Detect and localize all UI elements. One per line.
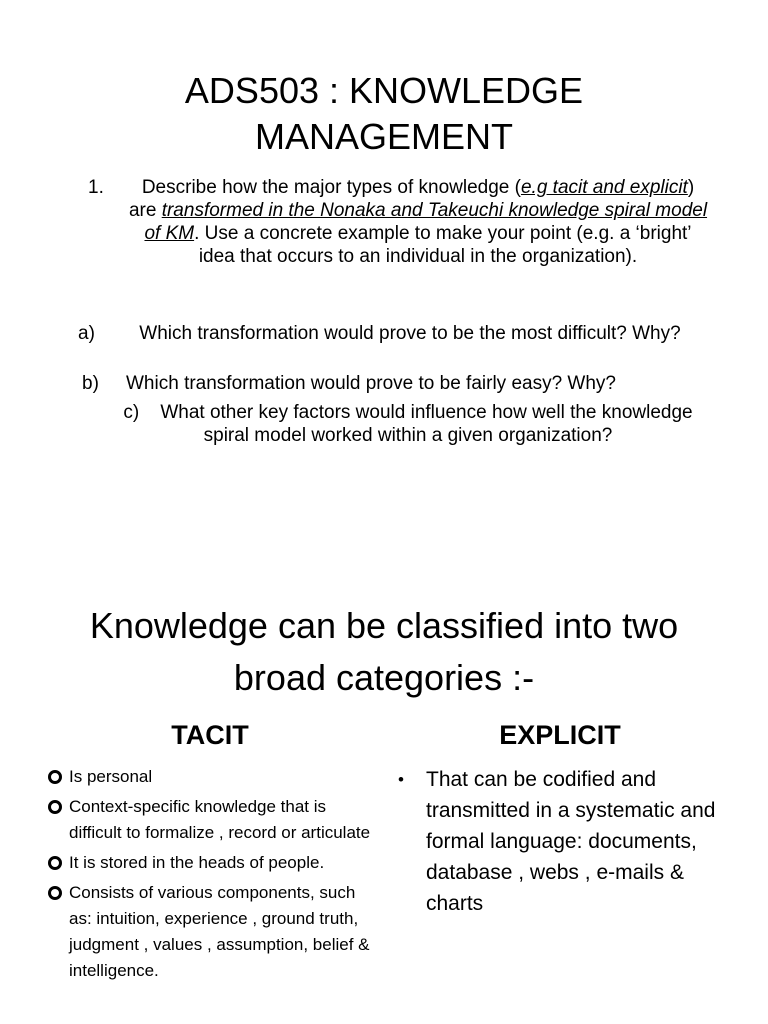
- sub-question-c: [108, 401, 708, 447]
- sub-question-b: [82, 372, 702, 395]
- tacit-list: [46, 764, 376, 988]
- list-item: [46, 880, 376, 984]
- list-item-text: Is personal: [69, 767, 153, 786]
- sub-question-a-label: a): [78, 323, 95, 344]
- section-heading-line-2: broad categories :-: [233, 657, 535, 698]
- list-item-text: Context-specific knowledge that is difficult to formalize , record or articulate: [69, 797, 371, 842]
- q1-text-e: . Use a concrete example to make your point (e.g. a ‘bright’ idea that occurs to an individual in the organization).: [194, 223, 692, 267]
- circle-bullet-icon: [48, 856, 62, 870]
- circle-bullet-icon: [48, 886, 62, 900]
- title-line-2: MANAGEMENT: [254, 116, 513, 157]
- list-item: [46, 764, 376, 790]
- q1-text-a: Describe how the major types of knowledge (: [141, 177, 521, 198]
- question-1-text: [128, 176, 708, 268]
- circle-bullet-icon: [48, 770, 62, 784]
- list-item: [46, 850, 376, 876]
- list-item: [46, 794, 376, 846]
- list-item-text: That can be codified and transmitted in a systematic and formal language: documents, database , webs , e-mails & charts: [426, 768, 716, 915]
- circle-bullet-icon: [48, 800, 62, 814]
- explicit-heading: EXPLICIT: [499, 720, 621, 750]
- sub-question-b-text: Which transformation would prove to be fairly easy? Why?: [126, 373, 616, 394]
- sub-question-a: [78, 322, 698, 345]
- q1-text-b: e.g tacit and explicit: [520, 177, 688, 198]
- sub-question-c-label: c): [123, 402, 140, 423]
- q1-text-c: ) are: [128, 177, 695, 221]
- sub-question-b-label: b): [82, 373, 99, 394]
- section-heading-line-1: Knowledge can be classified into two: [89, 605, 679, 646]
- list-item-text: Consists of various components, such as: intuition, experience , ground truth, judgment , values , assumption, belief & intelligence.: [69, 883, 370, 980]
- sub-question-a-text: Which transformation would prove to be the most difficult? Why?: [139, 323, 681, 344]
- sub-question-c-text: What other key factors would influence how well the knowledge spiral model worked within a given organization?: [160, 402, 693, 446]
- tacit-heading: TACIT: [171, 720, 249, 750]
- question-1-number: 1.: [88, 177, 104, 198]
- bullet-icon: •: [398, 770, 404, 789]
- section-heading: [0, 600, 768, 704]
- page-title: [0, 68, 768, 160]
- q1-text-d: transformed in the Nonaka and Takeuchi knowledge spiral model of KM: [144, 200, 708, 244]
- list-item: [398, 764, 718, 919]
- list-item-text: It is stored in the heads of people.: [69, 853, 325, 872]
- explicit-list: [398, 764, 718, 919]
- title-line-1: ADS503 : KNOWLEDGE: [184, 70, 584, 111]
- question-1: [88, 176, 708, 268]
